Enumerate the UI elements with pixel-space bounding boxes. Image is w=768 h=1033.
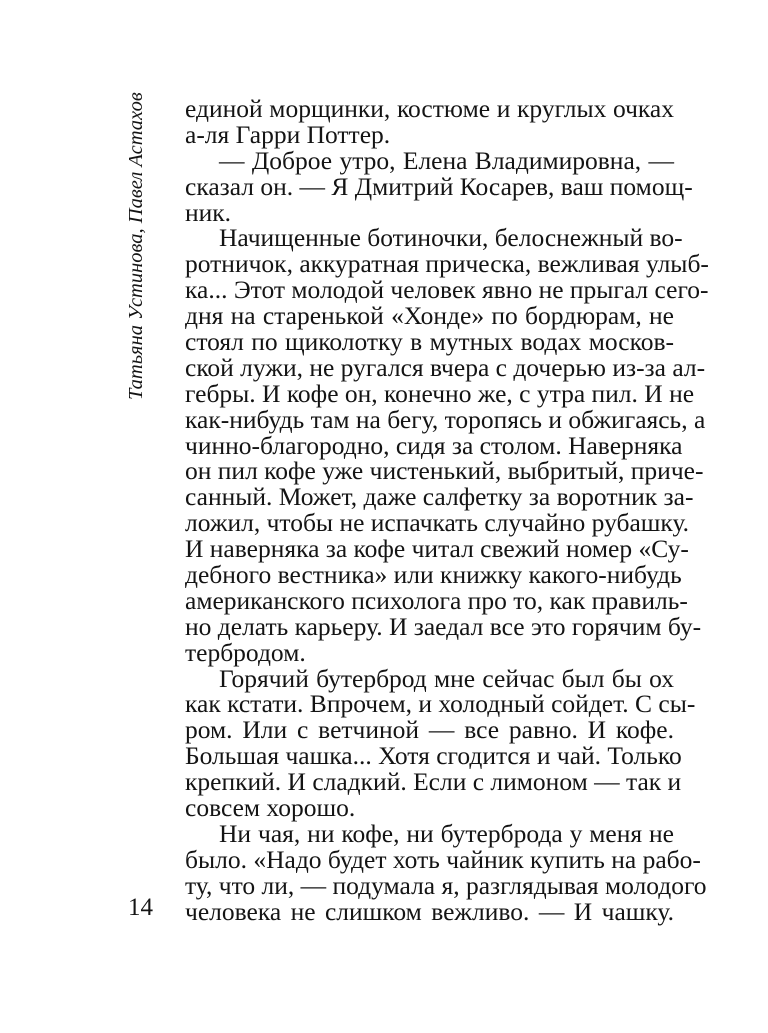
text-line: а-ля Гарри Поттер. (185, 119, 391, 149)
text-line: американского психолога про то, как правиль- (185, 585, 688, 615)
text-line: Начищенные ботиночки, белоснежный во- (219, 223, 683, 253)
text-line: он пил кофе уже чистенький, выбритый, приче- (185, 456, 704, 486)
text-line: ской лужи, не ругался вчера с дочерью из-за ал- (185, 352, 706, 382)
text-line: но делать карьеру. И заедал все это горячим бу- (185, 611, 702, 641)
text-line: чинно-благородно, сидя за столом. Наверняка (185, 430, 683, 460)
text-line: ту, что ли, — подумала я, разглядывая молодого (185, 870, 707, 900)
text-line: Большая чашка... Хотя сгодится и чай. Только (185, 741, 682, 771)
text-line: гебры. И кофе он, конечно же, с утра пил. И не (185, 378, 695, 408)
text-line: дебного вестника» или книжку какого-нибудь (185, 560, 682, 590)
book-text (185, 94, 709, 926)
text-line: Горячий бутерброд мне сейчас был бы ох (219, 663, 674, 693)
running-head: Татьяна Устинова, Павел Астахов (125, 92, 147, 400)
text-line: совсем хорошо. (185, 793, 356, 823)
text-line: санный. Может, даже салфетку за воротник за- (185, 482, 694, 512)
text-line: единой морщинки, костюме и круглых очках (185, 94, 674, 123)
text-line: крепкий. И сладкий. Если с лимоном — так и (185, 767, 682, 797)
text-line: было. «Надо будет хоть чайник купить на рабо- (185, 844, 701, 874)
text-line: тербродом. (185, 637, 306, 667)
text-line: — Доброе утро, Елена Владимировна, — (219, 145, 674, 175)
text-line: дня на старенькой «Хонде» по бордюрам, не (185, 301, 674, 331)
text-line: как кстати. Впрочем, и холодный сойдет. С сы- (185, 689, 696, 719)
text-line: Ни чая, ни кофе, ни бутерброда у меня не (219, 818, 674, 848)
text-line: сказал он. — Я Дмитрий Косарев, ваш помощ- (185, 171, 693, 201)
text-line: ротничок, аккуратная прическа, вежливая улыб- (185, 249, 709, 279)
text-line: как-нибудь там на бегу, торопясь и обжигаясь, а (185, 404, 706, 434)
text-line: ром. Или с ветчиной — все равно. И кофе. (185, 715, 674, 745)
text-line: ка... Этот молодой человек явно не прыгал сего- (185, 275, 709, 305)
text-line: стоял по щиколотку в мутных водах москов- (185, 327, 674, 357)
text-line: И наверняка за кофе читал свежий номер «Су- (185, 534, 689, 564)
text-line: ложил, чтобы не испачкать случайно рубашку. (185, 508, 690, 538)
text-line: ник. (185, 197, 232, 227)
page-number: 14 (128, 894, 153, 921)
text-line: человека не слишком вежливо. — И чашку. (185, 896, 674, 926)
